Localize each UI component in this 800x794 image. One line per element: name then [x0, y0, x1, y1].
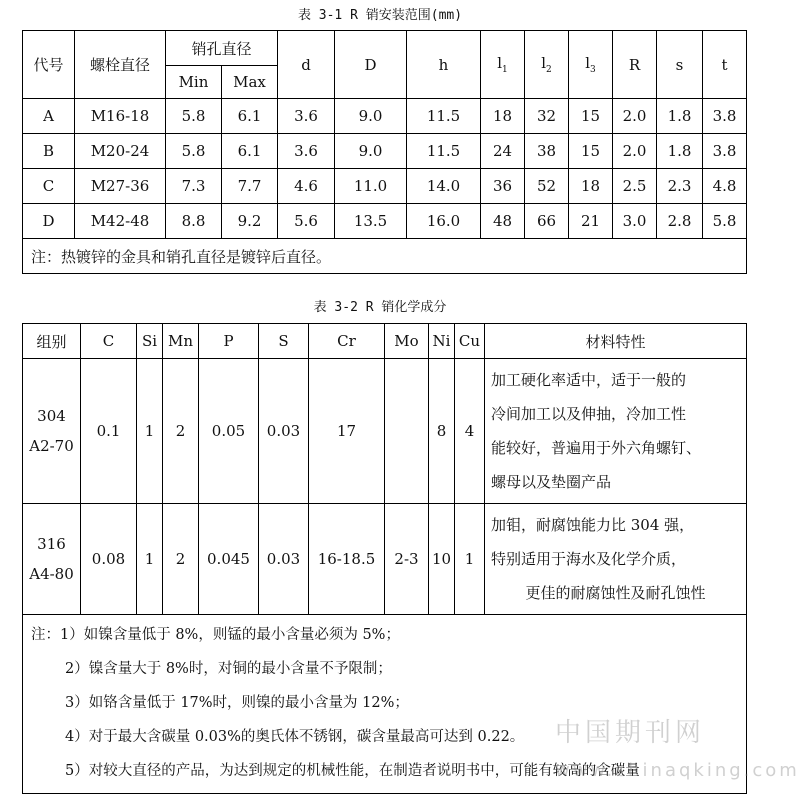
cell: D [23, 204, 75, 239]
header-material-property: 材料特性 [485, 324, 747, 359]
watermark-url: www.chinaqking.com [555, 760, 800, 781]
cell: A [23, 99, 75, 134]
cell: 5.8 [166, 134, 222, 169]
header-P: P [199, 324, 259, 359]
grade-class: A4-80 [29, 565, 74, 583]
property-line: 加工硬化率适中，适于一般的 [491, 371, 687, 389]
property-line: 能较好，普遍用于外六角螺钉、 [491, 439, 702, 457]
header-l3 [569, 31, 613, 99]
cell: M16-18 [75, 99, 166, 134]
header-l1-main: l [497, 54, 503, 72]
cell: 5.6 [278, 204, 335, 239]
cell: 15 [569, 99, 613, 134]
cell: 4.8 [703, 169, 747, 204]
property-line: 加钼，耐腐蚀能力比 304 强， [491, 516, 695, 534]
cell: C [23, 169, 75, 204]
header-R: R [613, 31, 657, 99]
header-l2-main: l [541, 54, 547, 72]
cell: 3.8 [703, 134, 747, 169]
cell [385, 359, 429, 504]
watermark-logo-text: 中国期刊网 [555, 718, 706, 748]
cell: 66 [525, 204, 569, 239]
cell: M42-48 [75, 204, 166, 239]
table1-caption: 表 3-1 R 销安装范围(mm) [297, 8, 463, 23]
header-min: Min [166, 66, 222, 99]
cell: M20-24 [75, 134, 166, 169]
grade-class: A2-70 [29, 437, 74, 455]
header-l3-main: l [585, 54, 591, 72]
table-row [23, 169, 747, 204]
cell: 14.0 [407, 169, 481, 204]
cell: M27-36 [75, 169, 166, 204]
cell: 4.6 [278, 169, 335, 204]
header-Cr: Cr [309, 324, 385, 359]
property-line: 螺母以及垫圈产品 [491, 473, 612, 491]
cell: 3.6 [278, 99, 335, 134]
cell: 2 [163, 504, 199, 615]
cell: 3.0 [613, 204, 657, 239]
header-s: s [657, 31, 703, 99]
cell: 1 [137, 359, 163, 504]
cell: 0.08 [81, 504, 137, 615]
cell: 6.1 [222, 99, 278, 134]
table2-header-row [23, 324, 747, 359]
table-row [23, 134, 747, 169]
table2-caption: 表 3-2 R 销化学成分 [313, 300, 447, 315]
cell: 13.5 [335, 204, 407, 239]
header-max: Max [222, 66, 278, 99]
cell: 2.5 [613, 169, 657, 204]
cell: 7.3 [166, 169, 222, 204]
property-line: 更佳的耐腐蚀性及耐孔蚀性 [525, 584, 706, 602]
table-row [23, 504, 747, 615]
cell: 11.5 [407, 99, 481, 134]
cell: 0.1 [81, 359, 137, 504]
cell: 38 [525, 134, 569, 169]
header-S: S [259, 324, 309, 359]
table-row [23, 99, 747, 134]
cell: 17 [309, 359, 385, 504]
header-Cu: Cu [455, 324, 485, 359]
cell: 10 [429, 504, 455, 615]
cell: 36 [481, 169, 525, 204]
header-Si: Si [137, 324, 163, 359]
cell: 15 [569, 134, 613, 169]
cell: 9.2 [222, 204, 278, 239]
cell: 2.8 [657, 204, 703, 239]
material-property-cell [485, 504, 747, 615]
cell: 2.3 [657, 169, 703, 204]
cell: 0.045 [199, 504, 259, 615]
cell: 7.7 [222, 169, 278, 204]
table2-notes-row [23, 615, 747, 794]
material-property-cell [485, 359, 747, 504]
table1-note-row [23, 239, 747, 274]
cell: 9.0 [335, 134, 407, 169]
table1-note: 注：热镀锌的金具和销孔直径是镀锌后直径。 [23, 239, 747, 274]
header-grade: 组别 [23, 324, 81, 359]
note-line: 2）镍含量大于 8%时，对铜的最小含量不予限制； [65, 661, 392, 677]
cell: 9.0 [335, 99, 407, 134]
cell: B [23, 134, 75, 169]
cell: 8.8 [166, 204, 222, 239]
note-line: 4）对于最大含碳量 0.03%的奥氏体不锈钢，碳含量最高可达到 0.22。 [65, 729, 525, 745]
cell: 11.5 [407, 134, 481, 169]
table-row [23, 359, 747, 504]
header-code: 代号 [23, 31, 75, 99]
cell: 3.8 [703, 99, 747, 134]
cell: 8 [429, 359, 455, 504]
cell: 0.05 [199, 359, 259, 504]
cell: 1 [455, 504, 485, 615]
grade-cell [23, 504, 81, 615]
chemical-composition-table [22, 323, 747, 794]
table-row [23, 204, 747, 239]
note-line: 5）对较大直径的产品，为达到规定的机械性能，在制造者说明书中，可能有较高的含碳量 [65, 763, 640, 779]
cell: 1.8 [657, 134, 703, 169]
header-Mn: Mn [163, 324, 199, 359]
property-line: 特别适用于海水及化学介质， [491, 550, 687, 568]
header-l2-sub: 2 [546, 65, 552, 75]
header-Mo: Mo [385, 324, 429, 359]
header-t: t [703, 31, 747, 99]
cell: 2.0 [613, 99, 657, 134]
cell: 24 [481, 134, 525, 169]
header-D: D [335, 31, 407, 99]
cell: 2 [163, 359, 199, 504]
cell: 2.0 [613, 134, 657, 169]
cell: 16.0 [407, 204, 481, 239]
header-d: d [278, 31, 335, 99]
table2-notes [23, 615, 747, 794]
cell: 18 [569, 169, 613, 204]
cell: 6.1 [222, 134, 278, 169]
header-Ni: Ni [429, 324, 455, 359]
cell: 1.8 [657, 99, 703, 134]
cell: 5.8 [166, 99, 222, 134]
cell: 1 [137, 504, 163, 615]
grade-number: 304 [37, 407, 66, 425]
cell: 16-18.5 [309, 504, 385, 615]
cell: 5.8 [703, 204, 747, 239]
cell: 0.03 [259, 504, 309, 615]
cell: 18 [481, 99, 525, 134]
header-l1 [481, 31, 525, 99]
installation-range-table [22, 30, 747, 274]
header-C: C [81, 324, 137, 359]
cell: 0.03 [259, 359, 309, 504]
property-line: 冷间加工以及伸抽，冷加工性 [491, 405, 687, 423]
cell: 2-3 [385, 504, 429, 615]
cell: 52 [525, 169, 569, 204]
note-line: 注：1）如镍含量低于 8%，则锰的最小含量必须为 5%； [31, 627, 400, 643]
grade-number: 316 [37, 535, 66, 553]
header-bolt-diameter: 螺栓直径 [75, 31, 166, 99]
cell: 48 [481, 204, 525, 239]
cell: 4 [455, 359, 485, 504]
header-pin-hole-diameter: 销孔直径 [166, 31, 278, 66]
grade-cell [23, 359, 81, 504]
cell: 32 [525, 99, 569, 134]
cell: 21 [569, 204, 613, 239]
cell: 11.0 [335, 169, 407, 204]
header-l2 [525, 31, 569, 99]
header-l3-sub: 3 [590, 65, 596, 75]
table1-header-row [23, 31, 747, 66]
cell: 3.6 [278, 134, 335, 169]
header-h: h [407, 31, 481, 99]
header-l1-sub: 1 [502, 65, 508, 75]
note-line: 3）如铬含量低于 17%时，则镍的最小含量为 12%； [65, 695, 409, 711]
